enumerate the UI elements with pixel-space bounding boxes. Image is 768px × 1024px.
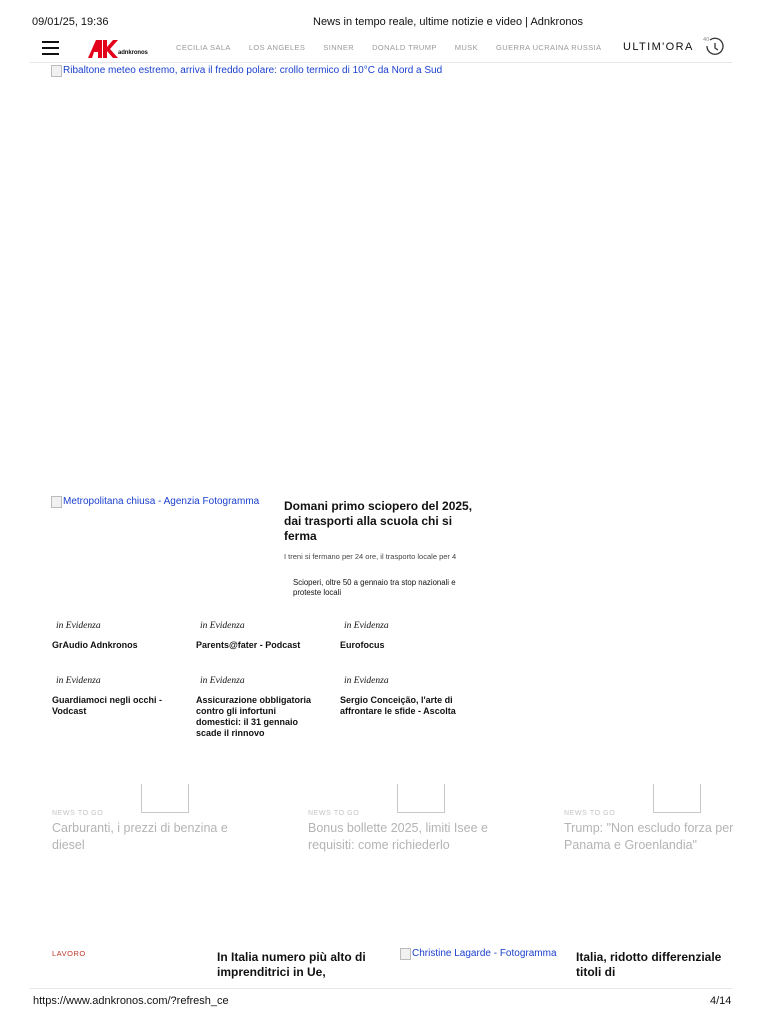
- site-header: [30, 34, 732, 62]
- evidenza-item[interactable]: [196, 621, 328, 651]
- video-thumbnail-frame: [397, 784, 445, 813]
- nav-link-los-angeles[interactable]: LOS ANGELES: [248, 43, 306, 52]
- news-to-go-title: Carburanti, i prezzi di benzina e diesel: [52, 821, 228, 852]
- evidenza-title: Assicurazione obbligatoria contro gli infortuni domestici: il 31 gennaio scade il rinnovo: [196, 695, 312, 738]
- broken-image-icon: [51, 496, 62, 508]
- lead-story-summary: I treni si fermano per 24 ore, il trasporto locale per 4: [284, 552, 457, 561]
- logo-wordmark: adnkronos: [118, 50, 148, 56]
- print-datetime: 09/01/25, 19:36: [32, 16, 109, 28]
- evidenza-tag: in Evidenza: [56, 621, 101, 631]
- news-to-go-kicker: NEWS TO GO: [308, 810, 360, 817]
- hero-image-alt: Ribaltone meteo estremo, arriva il freddo polare: crollo termico di 10°C da Nord a Sud: [63, 65, 443, 76]
- hamburger-menu-icon[interactable]: [42, 41, 59, 55]
- broken-image-icon: [51, 65, 62, 77]
- news-to-go-card[interactable]: [52, 810, 262, 854]
- lead-story-title[interactable]: Domani primo sciopero del 2025, dai trasporti alla scuola chi si ferma: [284, 499, 473, 543]
- nav-link-cecilia-sala[interactable]: CECILIA SALA: [176, 43, 231, 52]
- hero-image-link[interactable]: [51, 64, 451, 77]
- nav-link-sinner[interactable]: SINNER: [323, 43, 355, 52]
- clock-badge: 40: [703, 37, 710, 43]
- article-title[interactable]: In Italia numero più alto di imprenditrici in Ue,: [217, 950, 366, 979]
- evidenza-tag: in Evidenza: [200, 621, 245, 631]
- broken-image-icon: [400, 948, 411, 960]
- evidenza-title: Sergio Conceição, l'arte di affrontare le sfide - Ascolta: [340, 695, 456, 716]
- ultimora-button[interactable]: ULTIM'ORA: [623, 41, 694, 53]
- article-image-link[interactable]: [400, 947, 570, 960]
- news-to-go-card[interactable]: [564, 810, 739, 854]
- evidenza-title: Parents@fater - Podcast: [196, 640, 301, 650]
- video-thumbnail-frame: [141, 784, 189, 813]
- evidenza-tag: in Evidenza: [200, 676, 245, 686]
- print-page-number: 4/14: [710, 995, 732, 1007]
- news-to-go-card[interactable]: [308, 810, 518, 854]
- article-image-alt: Christine Lagarde - Fotogramma: [412, 948, 557, 959]
- news-to-go-title: Bonus bollette 2025, limiti Isee e requisiti: come richiederlo: [308, 821, 488, 852]
- evidenza-title: GrAudio Adnkronos: [52, 640, 138, 650]
- section-kicker-lavoro[interactable]: LAVORO: [52, 949, 86, 958]
- header-divider: [30, 62, 732, 63]
- news-to-go-kicker: NEWS TO GO: [52, 810, 104, 817]
- lead-story-image-link[interactable]: [51, 495, 276, 508]
- evidenza-tag: in Evidenza: [344, 676, 389, 686]
- related-link-text: Scioperi, oltre 50 a gennaio tra stop nazionali e proteste locali: [293, 578, 456, 597]
- lead-story-related-link[interactable]: [284, 578, 469, 598]
- nav-link-donald-trump[interactable]: DONALD TRUMP: [372, 43, 437, 52]
- ak-logo-mark-icon: [88, 39, 120, 59]
- print-url: https://www.adnkronos.com/?refresh_ce: [33, 995, 229, 1007]
- evidenza-item[interactable]: [340, 621, 472, 651]
- video-thumbnail-frame: [653, 784, 701, 813]
- evidenza-tag: in Evidenza: [344, 621, 389, 631]
- article-title[interactable]: Italia, ridotto differenziale titoli di: [576, 950, 722, 979]
- lead-story-image-alt: Metropolitana chiusa - Agenzia Fotogramma: [63, 496, 260, 507]
- nav-link-guerra-ucraina-russia[interactable]: GUERRA UCRAINA RUSSIA: [496, 43, 602, 52]
- news-to-go-title: Trump: "Non escludo forza per Panama e Groenlandia": [564, 821, 734, 852]
- evidenza-title: Eurofocus: [340, 640, 385, 650]
- clock-history-icon[interactable]: [702, 35, 726, 59]
- evidenza-item[interactable]: [340, 676, 468, 717]
- topic-nav: [176, 43, 602, 52]
- footer-divider: [30, 988, 732, 989]
- evidenza-item[interactable]: [196, 676, 321, 739]
- evidenza-item[interactable]: [52, 621, 184, 651]
- evidenza-title: Guardiamoci negli occhi - Vodcast: [52, 695, 163, 716]
- news-to-go-kicker: NEWS TO GO: [564, 810, 616, 817]
- evidenza-item[interactable]: [52, 676, 184, 717]
- print-document-title: News in tempo reale, ultime notizie e video | Adnkronos: [313, 16, 584, 28]
- nav-link-musk[interactable]: MUSK: [454, 43, 479, 52]
- evidenza-tag: in Evidenza: [56, 676, 101, 686]
